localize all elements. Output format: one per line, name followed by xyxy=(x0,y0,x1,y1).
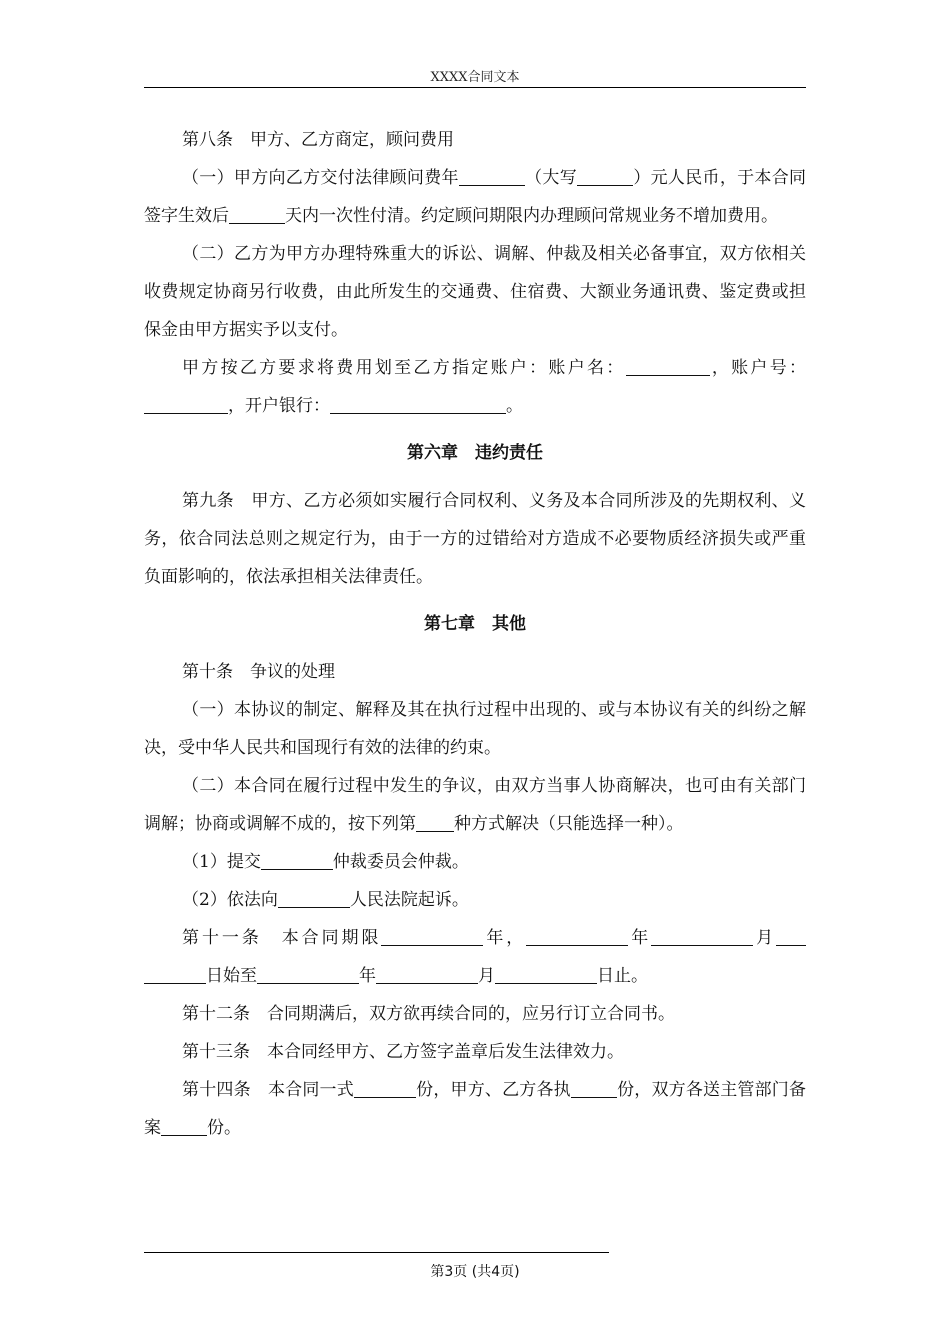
article-10-option-2: （2）依法向 人民法院起诉。 xyxy=(182,890,469,910)
bank-blank xyxy=(330,396,506,414)
start-day-blank-b xyxy=(144,966,206,984)
term-years-blank xyxy=(381,928,483,946)
article-12: 第十二条 合同期满后，双方欲再续合同的，应另行订立合同书。 xyxy=(182,1004,675,1024)
start-month-blank xyxy=(651,928,753,946)
start-day-blank-a xyxy=(776,928,806,946)
account-number-blank xyxy=(144,396,228,414)
start-year-blank xyxy=(526,928,628,946)
article-8-title: 第八条 甲方、乙方商定，顾问费用 xyxy=(182,130,454,150)
article-11: 第十一条 本合同期限 年， 年 月日始至 年 月 日止。 xyxy=(144,919,806,995)
article-9: 第九条 甲方、乙方必须如实履行合同权利、义务及本合同所涉及的先期权利、义务，依合同法总则之规定行为，由于一方的过错给对方造成不必要物质经济损失或严重负面影响的，依法承担相关法律责任。 xyxy=(144,491,806,587)
page-number: 第3页 (共4页) xyxy=(430,1264,520,1280)
end-day-blank xyxy=(495,966,597,984)
chapter-6-heading: 第六章 违约责任 xyxy=(407,443,543,463)
article-14: 第十四条 本合同一式 份，甲方、乙方各执 份，双方各送主管部门备案 份。 xyxy=(144,1080,807,1138)
end-month-blank xyxy=(376,966,478,984)
chapter-7-heading: 第七章 其他 xyxy=(424,614,526,634)
article-8-clause-1: （一）甲方向乙方交付法律顾问费年 （大写 ）元人民币，于本合同签字生效后 天内一次性付清。约定顾问期限内办理顾问常规业务不增加费用。 xyxy=(144,168,807,226)
footer-divider xyxy=(144,1252,609,1253)
arbitration-commission-blank xyxy=(261,852,333,870)
article-10-title: 第十条 争议的处理 xyxy=(182,662,335,682)
filing-copies-blank xyxy=(161,1118,207,1136)
fee-uppercase-blank xyxy=(577,168,633,186)
document-body xyxy=(144,121,806,1147)
each-party-copies-blank xyxy=(571,1080,617,1098)
copies-blank xyxy=(354,1080,416,1098)
court-blank xyxy=(278,890,350,908)
article-8-account: 甲方按乙方要求将费用划至乙方指定账户：账户名： ，账户号：，开户银行： 。 xyxy=(144,349,806,425)
fee-amount-blank xyxy=(459,168,525,186)
header-divider xyxy=(144,87,806,88)
method-number-blank xyxy=(416,814,454,832)
article-13: 第十三条 本合同经甲方、乙方签字盖章后发生法律效力。 xyxy=(182,1042,624,1062)
page-header: XXXX合同文本 xyxy=(430,70,520,85)
article-10-option-1: （1）提交 仲裁委员会仲裁。 xyxy=(182,852,469,872)
article-10-clause-2: （二）本合同在履行过程中发生的争议，由双方当事人协商解决，也可由有关部门调解；协商或调解不成的，按下列第 种方式解决（只能选择一种）。 xyxy=(144,776,806,834)
article-10-clause-1: （一）本协议的制定、解释及其在执行过程中出现的、或与本协议有关的纠纷之解决，受中华人民共和国现行有效的法律的约束。 xyxy=(144,700,806,758)
account-name-blank xyxy=(626,358,710,376)
end-year-blank xyxy=(257,966,359,984)
payment-days-blank xyxy=(229,206,285,224)
article-8-clause-2: （二）乙方为甲方办理特殊重大的诉讼、调解、仲裁及相关必备事宜，双方依相关收费规定协商另行收费，由此所发生的交通费、住宿费、大额业务通讯费、鉴定费或担保金由甲方据实予以支付。 xyxy=(144,244,806,340)
